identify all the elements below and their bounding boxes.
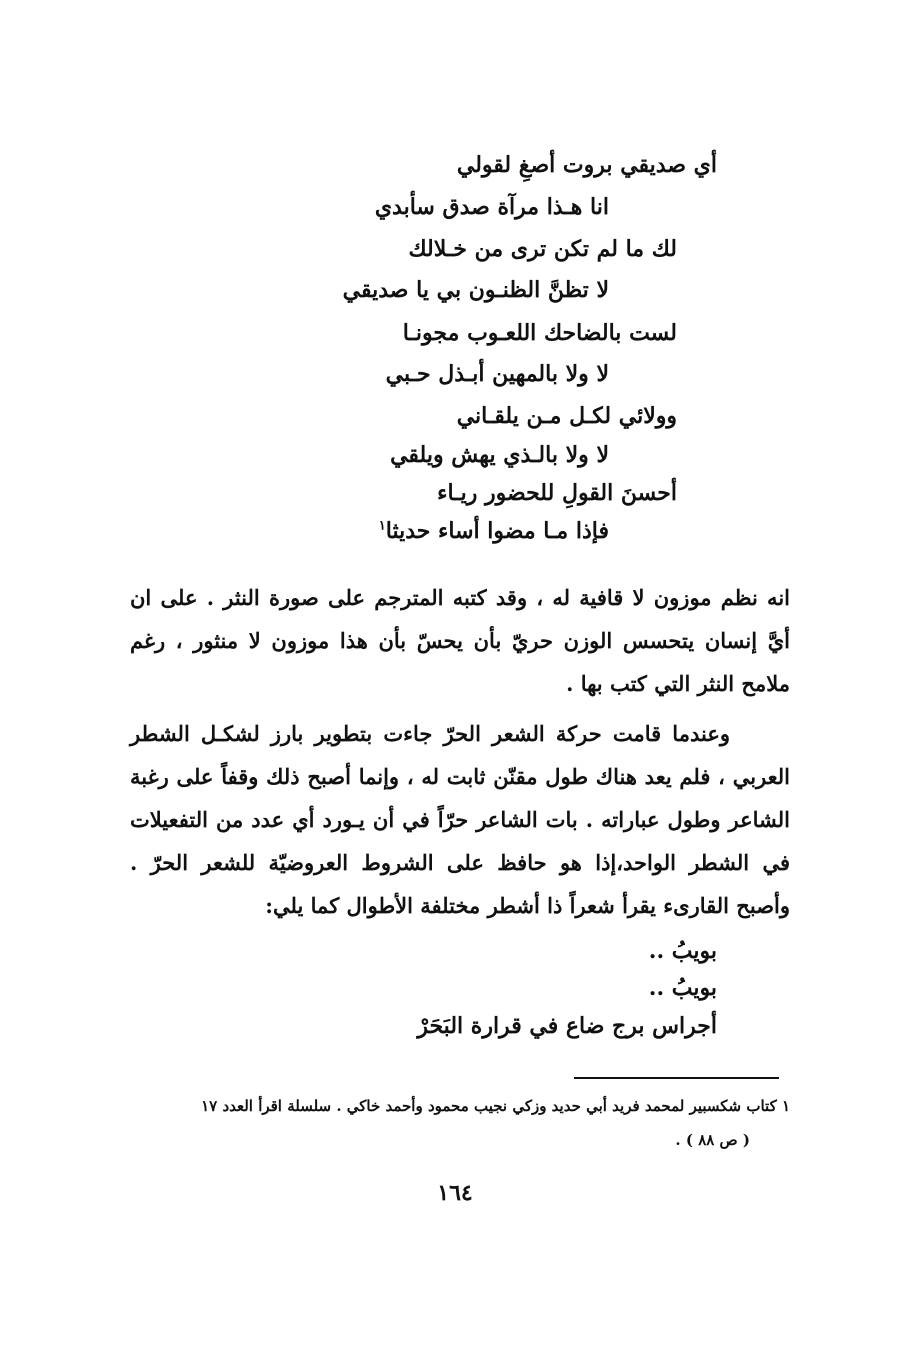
verse-line: لست بالضاحك اللعـوب مجونـا (402, 320, 677, 346)
verse-line: أجراس برج ضاع في قرارة البَحَرْ (417, 1013, 717, 1039)
verse-line: أي صديقي بروت أصغِ لقولي (456, 152, 717, 178)
verse-line: لا ولا بالمهين أبـذل حـبي (385, 361, 609, 387)
page-number: ١٦٤ (437, 1180, 473, 1206)
paragraph-1-text: انه نظم موزون لا قافية له ، وقد كتبه المترجم على صورة النثر . على ان أيَّ إنسان يتحسس الوزن حريّ بأن يحسّ بأن هذا موزون لا منثور ، رغم ملامح النثر التي كتب بها . (130, 585, 790, 696)
footnote-line-1: ١ كتاب شكسبير لمحمد فريد أبي حديد وزكي نجيب محمود وأحمد خاكي . سلسلة اقرأ العدد ١٧ (201, 1097, 790, 1115)
verse-line: بويبُ .. (648, 938, 717, 964)
footnote-separator (574, 1077, 779, 1079)
verse-line: انا هـذا مرآة صدق سأبدي (374, 194, 609, 220)
paragraph-1 (130, 576, 790, 705)
verse-line: لا ولا بالـذي يهش ويلقي (390, 442, 609, 468)
verse-line: بويبُ .. (648, 975, 717, 1001)
paragraph-2 (130, 712, 790, 927)
verse-line: وولائي لكـل مـن يلقـاني (456, 403, 677, 429)
verse-line-text: فإذا مـا مضوا أساء حديثا (385, 518, 609, 544)
footnote-marker: ١ (378, 518, 386, 534)
verse-line: لك ما لم تكن ترى من خـلالك (408, 236, 677, 262)
verse-line-with-footnote (379, 516, 609, 546)
verse-line: أحسنَ القولِ للحضور ريـاء (437, 480, 677, 506)
verse-line: لا تظنَّ الظنـون بي يا صديقي (342, 277, 609, 303)
paragraph-2-text: وعندما قامت حركة الشعر الحرّ جاءت بتطوير بارز لشكـل الشطر العربي ، فلم يعد هناك طول مقنّن ثابت له ، وإنما أصبح ذلك وقفاً على رغبة الشاعر وطول عباراته . بات الشاعر حرّاً في أن يـورد أي عدد من التفعيلات في الشطر الواحد،إذا هو حافظ على الشروط العروضيّة للشعر الحرّ . وأصبح القارىء يقرأ شعراً ذا أشطر مختلفة الأطوال كما يلي: (130, 721, 790, 918)
footnote-line-2: ( ص ٨٨ ) . (675, 1131, 750, 1149)
